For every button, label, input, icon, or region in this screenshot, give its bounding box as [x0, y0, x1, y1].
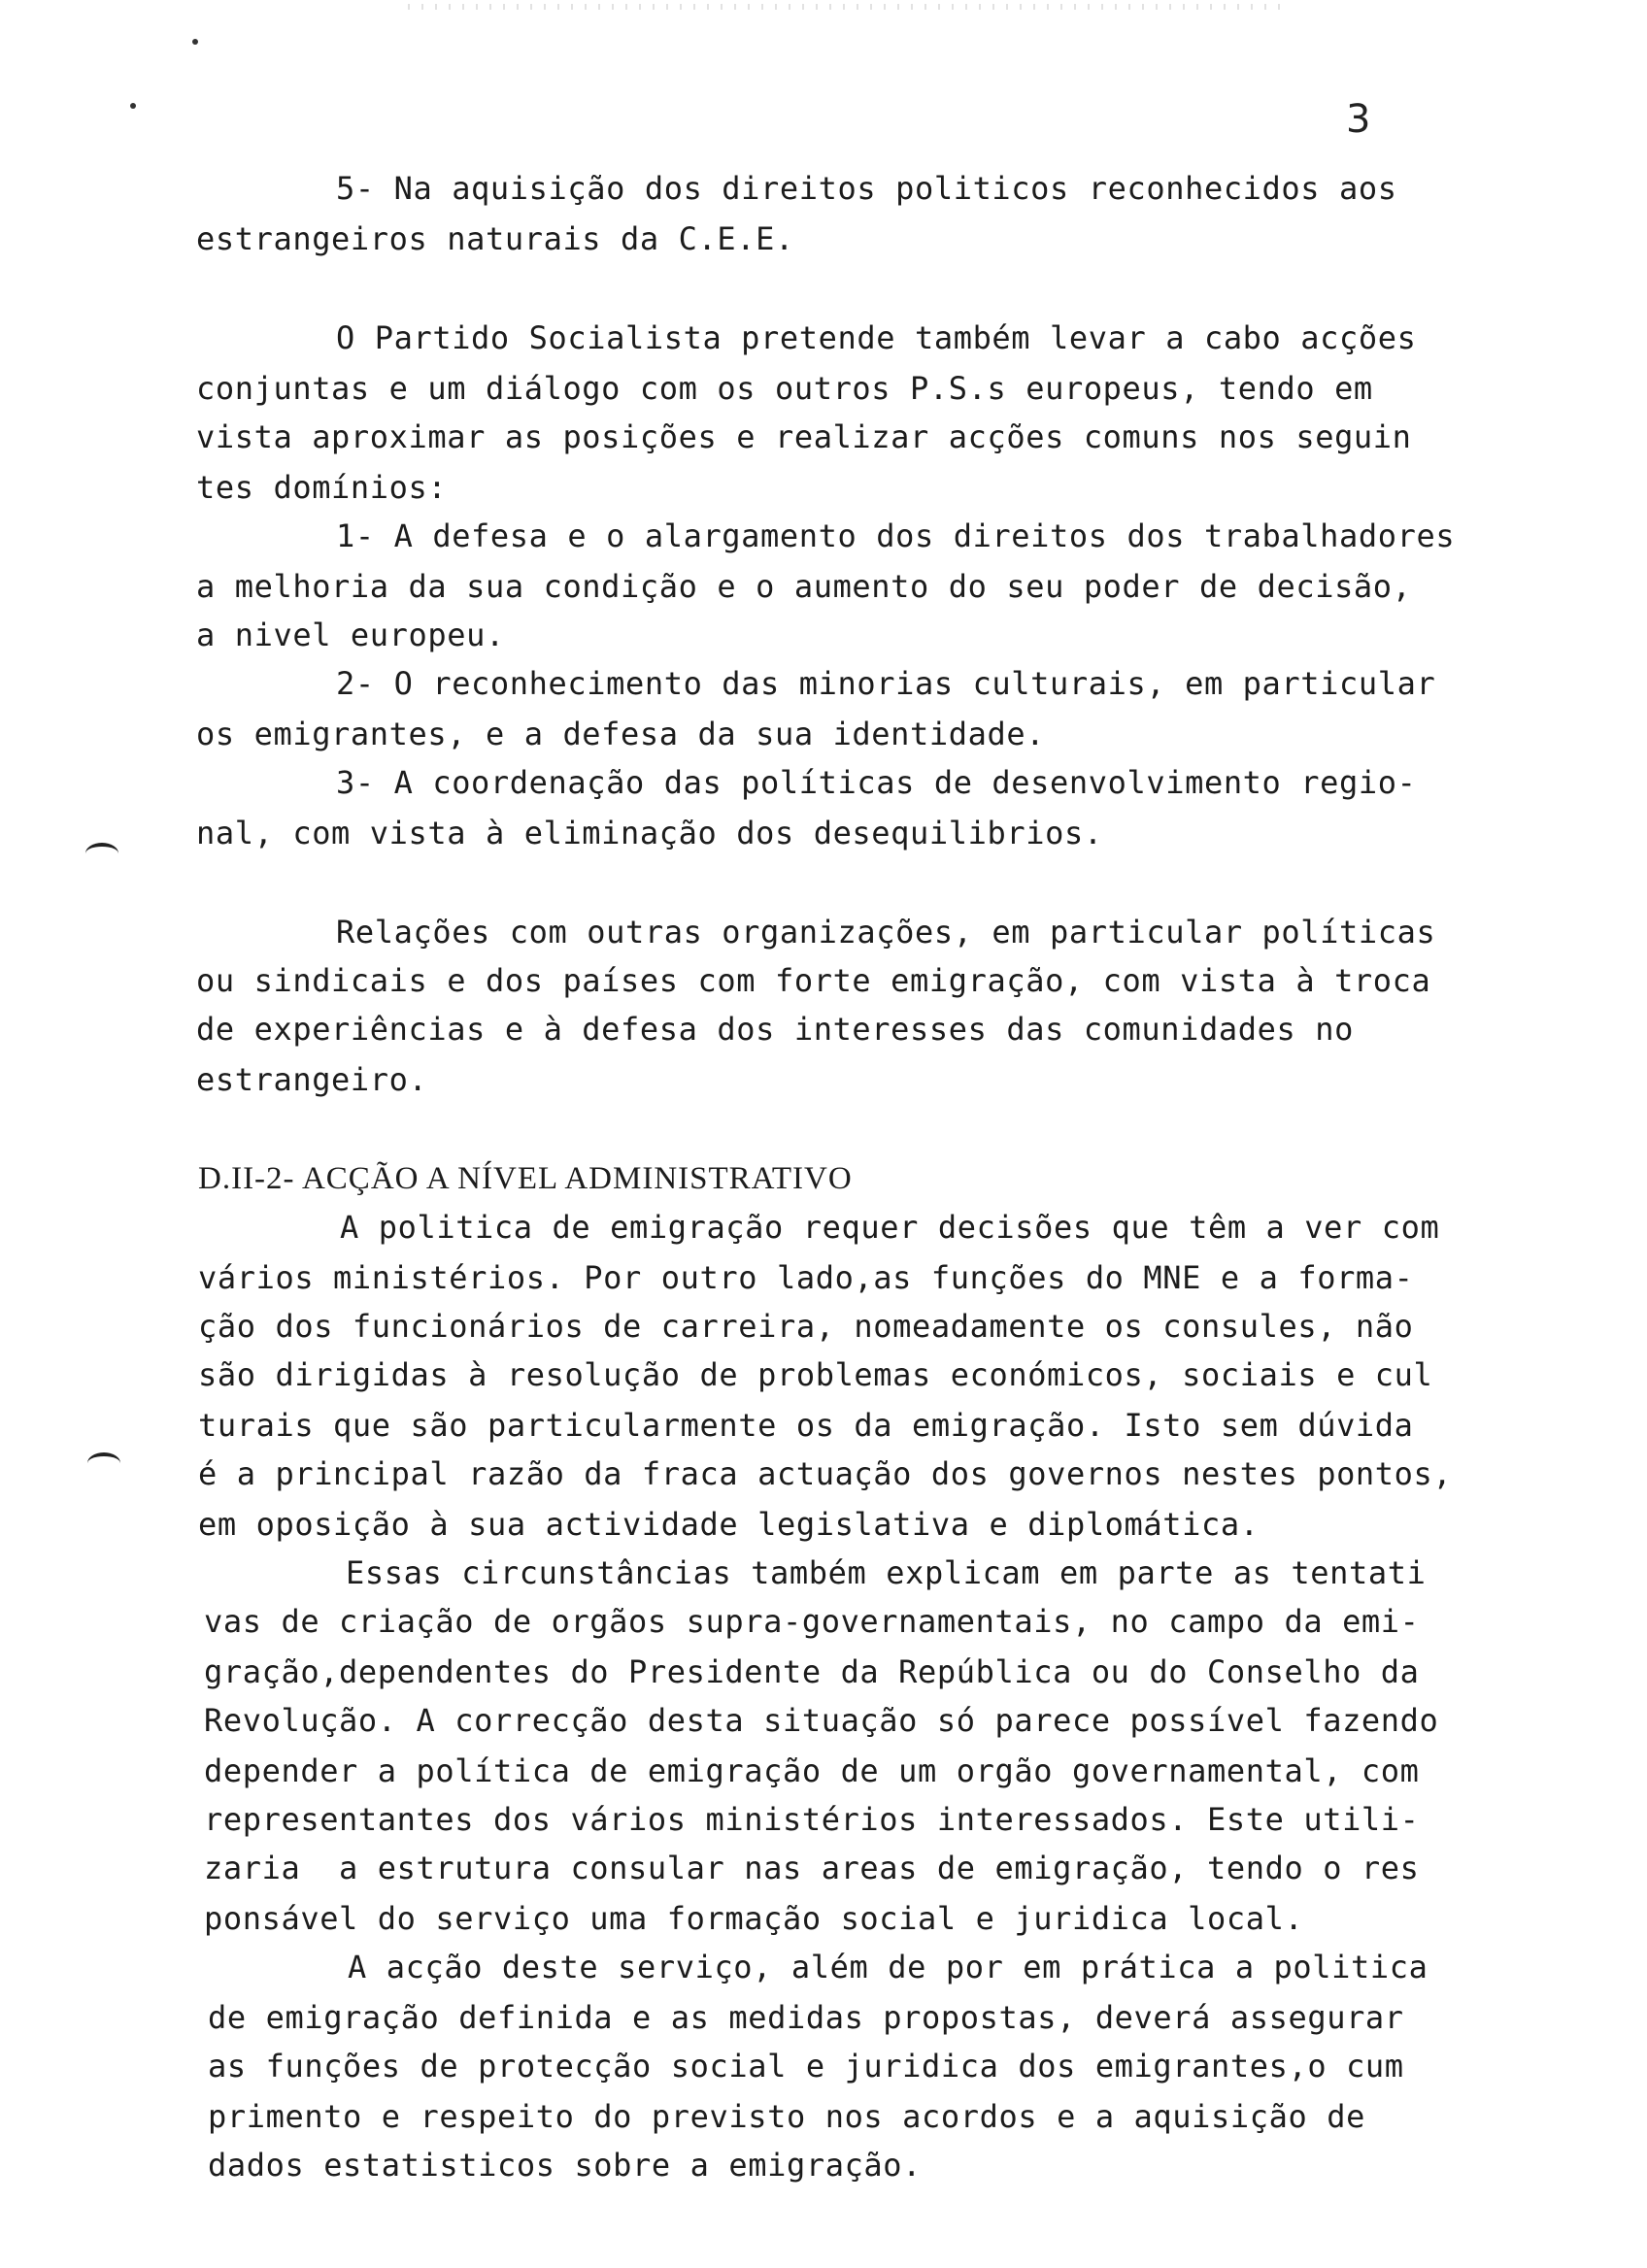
text-line: tes domínios: — [196, 469, 448, 506]
text-line: A acção deste serviço, além de por em prática a politica — [348, 1949, 1429, 1985]
text-line: 5- Na aquisição dos direitos politicos reconhecidos aos — [336, 170, 1397, 207]
text-line: turais que são particularmente os da emigração. Isto sem dúvida — [198, 1407, 1414, 1444]
text-line: estrangeiro. — [196, 1061, 428, 1098]
text-line: são dirigidas à resolução de problemas económicos, sociais e cul — [198, 1356, 1433, 1393]
text-line: ção dos funcionários de carreira, nomeadamente os consules, não — [198, 1308, 1414, 1345]
text-line: dados estatisticos sobre a emigração. — [208, 2147, 923, 2184]
text-line: Revolução. A correcção desta situação só parece possível fazendo — [204, 1702, 1439, 1739]
punch-hole-mark — [87, 1452, 120, 1474]
text-line: de emigração definida e as medidas propostas, deverá assegurar — [208, 1999, 1404, 2036]
text-line: primento e respeito do previsto nos acordos e a aquisição de — [208, 2098, 1365, 2135]
text-line: gração,dependentes do Presidente da República ou do Conselho da — [204, 1653, 1420, 1690]
scan-speck — [130, 103, 136, 109]
text-line: depender a política de emigração de um orgão governamental, com — [204, 1752, 1420, 1789]
text-line: é a principal razão da fraca actuação dos governos nestes pontos, — [198, 1455, 1453, 1492]
text-line: a melhoria da sua condição e o aumento do seu poder de decisão, — [196, 568, 1412, 605]
text-line: de experiências e à defesa dos interesses das comunidades no — [196, 1011, 1354, 1048]
text-line: ou sindicais e dos países com forte emigração, com vista à troca — [196, 962, 1431, 999]
text-line: em oposição à sua actividade legislativa e diplomática. — [198, 1506, 1260, 1543]
text-line: Essas circunstâncias também explicam em parte as tentati — [346, 1554, 1427, 1591]
text-line: 3- A coordenação das políticas de desenvolvimento regio- — [336, 764, 1417, 801]
text-line: 1- A defesa e o alargamento dos direitos dos trabalhadores — [336, 517, 1456, 554]
text-line: os emigrantes, e a defesa da sua identidade. — [196, 716, 1046, 752]
text-line: A politica de emigração requer decisões que têm a ver com — [340, 1209, 1440, 1246]
scan-noise — [408, 4, 1282, 10]
text-line: 2- O reconhecimento das minorias culturais, em particular — [336, 665, 1436, 702]
text-line: estrangeiros naturais da C.E.E. — [196, 220, 794, 257]
text-line: Relações com outras organizações, em particular políticas — [336, 914, 1436, 951]
text-line: vas de criação de orgãos supra-governamentais, no campo da emi- — [204, 1603, 1420, 1640]
scan-speck — [192, 39, 198, 45]
text-line: a nivel europeu. — [196, 617, 505, 653]
text-line: zaria a estrutura consular nas areas de emigração, tendo o res — [204, 1850, 1420, 1886]
punch-hole-mark — [85, 843, 118, 864]
text-line: vista aproximar as posições e realizar acções comuns nos seguin — [196, 418, 1412, 455]
text-line: conjuntas e um diálogo com os outros P.S.s europeus, tendo em — [196, 370, 1373, 407]
text-line: as funções de protecção social e juridica dos emigrantes,o cum — [208, 2048, 1404, 2085]
text-line: ponsável do serviço uma formação social e juridica local. — [204, 1900, 1304, 1937]
text-line: representantes dos vários ministérios interessados. Este utili- — [204, 1801, 1420, 1838]
text-line: O Partido Socialista pretende também levar a cabo acções — [336, 319, 1417, 356]
section-heading: D.II-2- ACÇÃO A NÍVEL ADMINISTRATIVO — [198, 1161, 853, 1196]
page-number: 3 — [1346, 97, 1371, 142]
text-line: nal, com vista à eliminação dos desequilibrios. — [196, 815, 1103, 851]
text-line: vários ministérios. Por outro lado,as funções do MNE e a forma- — [198, 1259, 1414, 1296]
